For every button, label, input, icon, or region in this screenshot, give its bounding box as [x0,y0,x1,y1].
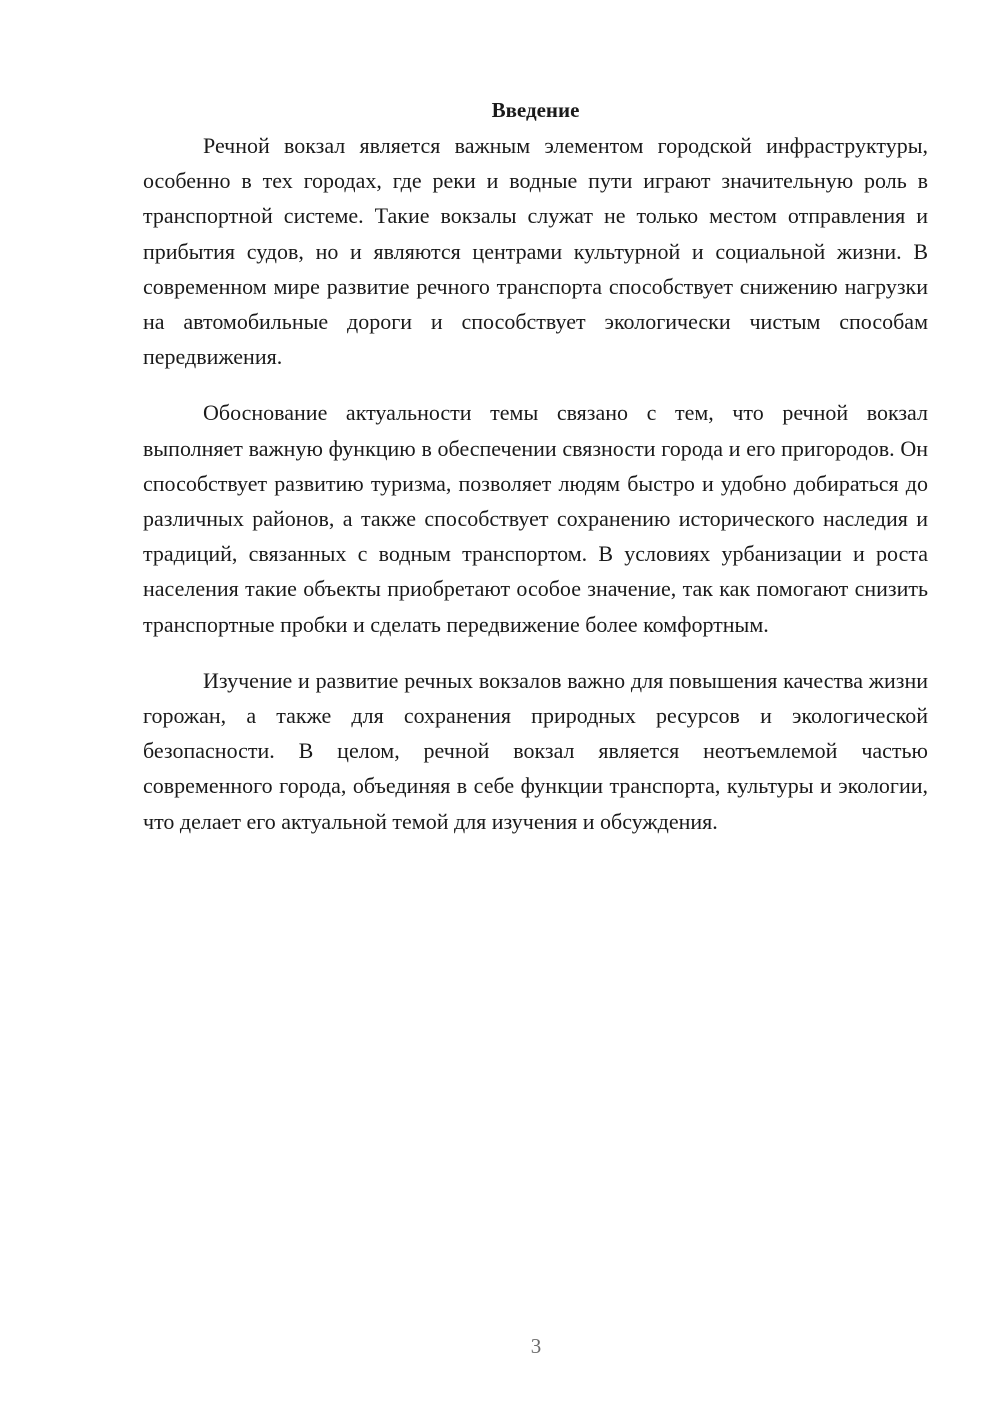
section-title: Введение [491,98,580,122]
paragraph-1: Речной вокзал является важным элементом городской инфраструктуры, особенно в тех городах, где реки и водные пути играют значительную роль в транспортной системе. Такие вокзалы служат не только местом отправления и прибытия судов, но и являются центрами культурной и социальной жизни. В современном мире развитие речного транспорта способствует снижению нагрузки на автомобильные дороги и способствует экологически чистым способам передвижения. [143,133,928,370]
page-content [143,93,928,839]
paragraph-2: Обоснование актуальности темы связано с тем, что речной вокзал выполняет важную функцию в обеспечении связности города и его пригородов. Он способствует развитию туризма, позволяет людям быстро и удобно добираться до различных районов, а также способствует сохранению исторического наследия и традиций, связанных с водным транспортом. В условиях урбанизации и роста населения такие объекты приобретают особое значение, так как помогают снизить транспортные пробки и сделать передвижение более комфортным. [143,400,928,637]
page-number: 3 [530,1334,542,1358]
paragraph-3: Изучение и развитие речных вокзалов важно для повышения качества жизни горожан, а также для сохранения природных ресурсов и экологической безопасности. В целом, речной вокзал является неотъемлемой частью современного города, объединяя в себе функции транспорта, культуры и экологии, что делает его актуальной темой для изучения и обсуждения. [143,667,928,834]
